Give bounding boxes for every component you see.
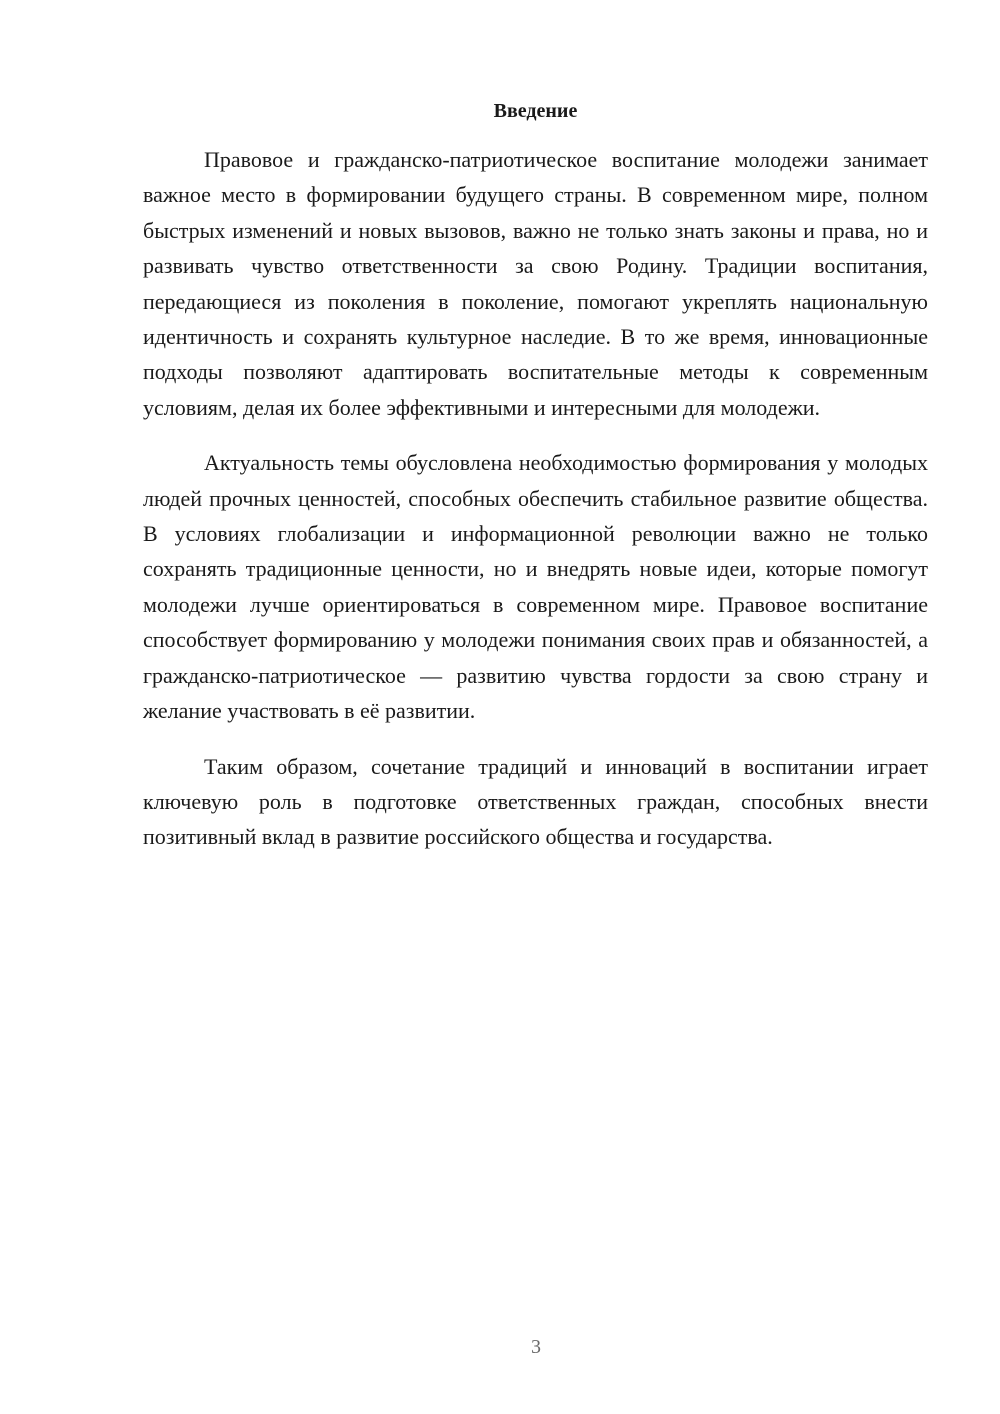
paragraph-relevance: Актуальность темы обусловлена необходимостью формирования у молодых людей прочных ценностей, способных обеспечить стабильное развитие общества. В условиях глобализации и информационной революции важно не только сохранять традиционные ценности, но и внедрять новые идеи, которые помогут молодежи лучше ориентироваться в современном мире. Правовое воспитание способствует формированию у молодежи понимания своих прав и обязанностей, а гражданско-патриотическое — развитию чувства гордости за свою страну и желание участвовать в её развитии.	[143, 450, 928, 724]
paragraph-intro: Правовое и гражданско-патриотическое воспитание молодежи занимает важное место в формировании будущего страны. В современном мире, полном быстрых изменений и новых вызовов, важно не только знать законы и права, но и развивать чувство ответственности за свою Родину. Традиции воспитания, передающиеся из поколения в поколение, помогают укреплять национальную идентичность и сохранять культурное наследие. В то же время, инновационные подходы позволяют адаптировать воспитательные методы к современным условиям, делая их более эффективными и интересными для молодежи.	[143, 147, 928, 420]
paragraph-conclusion: Таким образом, сочетание традиций и инноваций в воспитании играет ключевую роль в подготовке ответственных граждан, способных внести позитивный вклад в развитие российского общества и государства.	[143, 753, 928, 850]
body-text	[143, 142, 928, 875]
section-heading: Введение	[493, 100, 578, 122]
page-number: 3	[531, 1336, 541, 1358]
